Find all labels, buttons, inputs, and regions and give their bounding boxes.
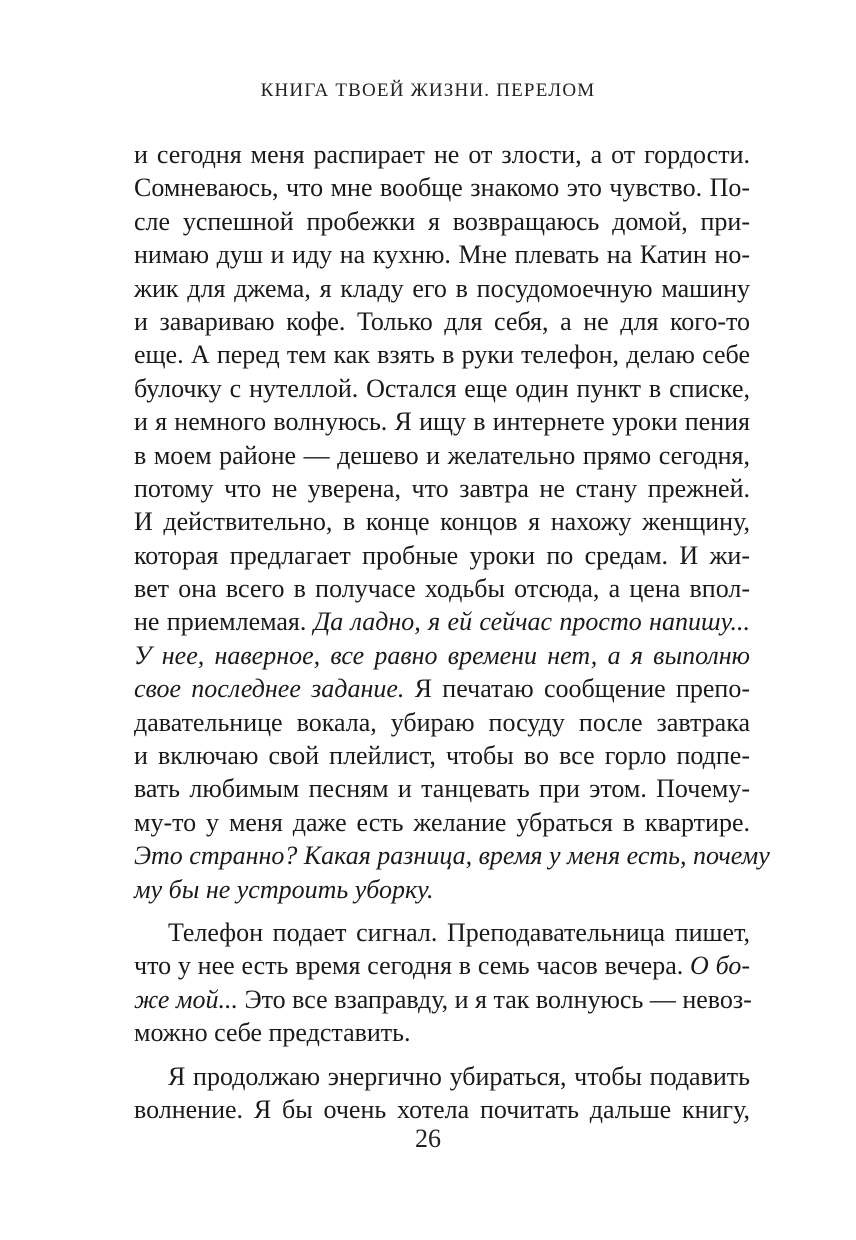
text-line <box>134 439 750 472</box>
text-segment: сле успешной пробежки я возвращаюсь домой, при- <box>134 206 750 236</box>
text-line <box>134 1016 750 1049</box>
body-text <box>134 138 770 1126</box>
text-line <box>134 983 750 1016</box>
text-line <box>134 873 750 906</box>
text-line <box>134 806 750 839</box>
text-segment: которая предлагает пробные уроки по средам. И жи- <box>134 540 750 570</box>
text-line <box>134 1093 750 1126</box>
text-segment: и я немного волнуюсь. Я ищу в интернете уроки пения <box>134 407 750 437</box>
text-segment: му-то у меня даже есть желание убраться в квартире. <box>134 807 750 837</box>
text-segment: что у нее есть время сегодня в семь часов вечера. <box>134 951 691 981</box>
text-segment: и сегодня меня распирает не от злости, а от гордости. <box>134 140 750 169</box>
text-segment: Я печатаю сообщение препо- <box>404 674 750 704</box>
paragraph-gap <box>134 1050 750 1060</box>
text-line <box>134 472 750 505</box>
text-segment: Сомневаюсь, что мне вообще знакомо это чувство. По- <box>134 173 750 203</box>
page-number: 26 <box>415 1124 441 1153</box>
text-line <box>134 706 750 739</box>
text-line <box>134 171 750 204</box>
text-segment: и включаю свой плейлист, чтобы во все горло подпе- <box>134 741 750 771</box>
text-segment: и завариваю кофе. Только для себя, а не для кого-то <box>134 306 750 336</box>
text-segment: не приемлемая. <box>134 607 314 637</box>
text-segment: Телефон подает сигнал. Преподавательница пишет, <box>168 917 750 947</box>
text-line <box>134 949 750 982</box>
text-segment: Я продолжаю энергично убираться, чтобы подавить <box>168 1061 750 1091</box>
running-head-title: КНИГА ТВОЕЙ ЖИЗНИ. ПЕРЕЛОМ <box>260 80 596 101</box>
italic-segment: му бы не устроить уборку. <box>134 874 434 904</box>
text-segment: вет она всего в получасе ходьбы отсюда, а цена впол- <box>134 574 750 604</box>
text-segment: нимаю душ и иду на кухню. Мне плевать на Катин но- <box>134 240 750 270</box>
italic-segment: же мой... <box>134 984 238 1014</box>
italic-segment: свое последнее задание. <box>134 674 405 704</box>
text-line <box>134 539 750 572</box>
text-line <box>134 405 750 438</box>
text-segment: в моем районе — дешево и желательно прямо сегодня, <box>134 440 750 470</box>
italic-segment: Да ладно, я ей сейчас просто напишу... <box>313 607 750 637</box>
text-line <box>134 772 750 805</box>
text-line <box>134 572 750 605</box>
text-segment: еще. А перед тем как взять в руки телефон, делаю себе <box>134 340 750 370</box>
text-segment: Это все взаправду, и я так волнуюсь — невоз- <box>237 984 752 1014</box>
paragraph-gap <box>134 906 750 916</box>
text-line <box>134 1060 750 1093</box>
italic-segment: У нее, наверное, все равно времени нет, а я выполню <box>134 640 750 670</box>
text-line <box>134 639 750 672</box>
text-segment: давательнице вокала, убираю посуду после завтрака <box>134 707 750 737</box>
text-segment: жик для джема, я кладу его в посудомоечную машину <box>134 273 750 303</box>
text-line <box>134 138 750 171</box>
text-line <box>134 305 750 338</box>
text-segment: вать любимым песням и танцевать при этом. Почему- <box>134 774 750 804</box>
text-segment: потому что не уверена, что завтра не стану прежней. <box>134 473 750 503</box>
text-line <box>134 205 750 238</box>
italic-segment: Это странно? Какая разница, время у меня есть, почему <box>134 841 770 871</box>
text-line <box>134 238 750 271</box>
text-segment: волнение. Я бы очень хотела почитать дальше книгу, <box>134 1094 750 1124</box>
text-line <box>134 272 750 305</box>
text-line <box>134 505 750 538</box>
text-segment: можно себе представить. <box>134 1018 411 1048</box>
text-line <box>134 605 750 638</box>
text-line <box>134 672 750 705</box>
text-line <box>134 739 750 772</box>
text-line <box>134 839 770 872</box>
italic-segment: О бо- <box>690 951 751 981</box>
text-segment: И действительно, в конце концов я нахожу женщину, <box>134 507 750 537</box>
text-segment: булочку с нутеллой. Остался еще один пункт в списке, <box>134 373 750 403</box>
text-line <box>134 916 750 949</box>
text-line <box>134 338 750 371</box>
text-line <box>134 372 750 405</box>
